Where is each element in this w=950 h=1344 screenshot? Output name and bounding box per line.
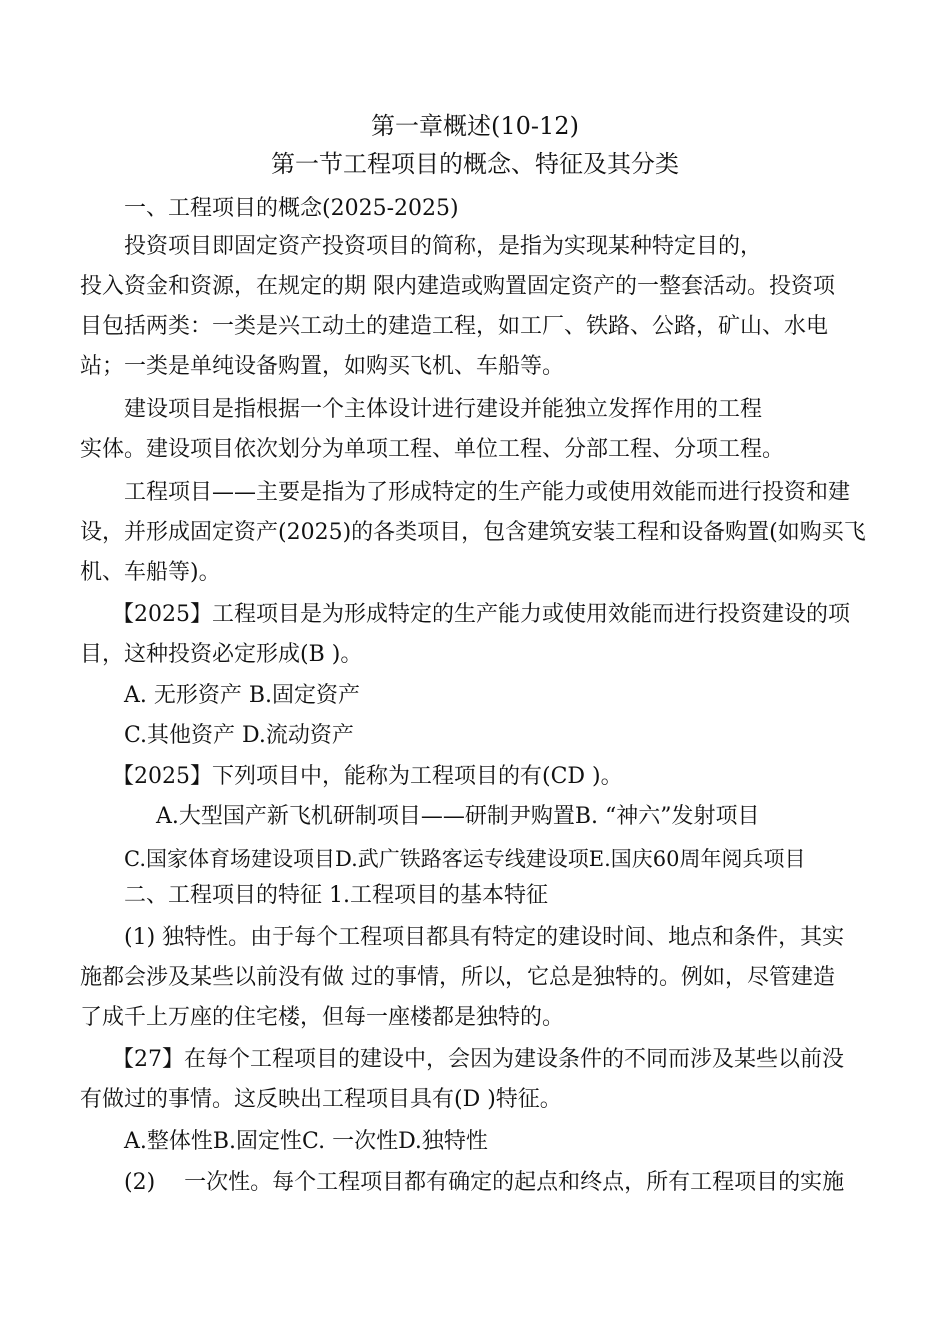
heading-features: 二、工程项目的特征 1.工程项目的基本特征 <box>124 883 548 908</box>
paragraph-line: (1) 独特性。由于每个工程项目都具有特定的建设时间、地点和条件，其实 <box>124 925 845 950</box>
question-line: 【2025】下列项目中，能称为工程项目的有(CD )。 <box>112 764 623 789</box>
paragraph-line: 了成千上万座的住宅楼，但每一座楼都是独特的。 <box>80 1005 565 1030</box>
paragraph-line: 目包括两类：一类是兴工动土的建造工程，如工厂、铁路、公路，矿山、水电 <box>80 314 829 339</box>
option-line: A. 无形资产 B.固定资产 <box>124 683 361 708</box>
paragraph-line: 投入资金和资源，在规定的期 限内建造或购置固定资产的一整套活动。投资项 <box>80 274 835 299</box>
question-line: 【2025】工程项目是为形成特定的生产能力或使用效能而进行投资建设的项 <box>112 602 850 627</box>
paragraph-line: 设，并形成固定资产(2025)的各类项目，包含建筑安装工程和设备购置(如购买飞 <box>80 520 866 545</box>
paragraph-line: 施都会涉及某些以前没有做 过的事情，所以，它总是独特的。例如，尽管建造 <box>80 965 835 990</box>
paragraph-line: 实体。建设项目依次划分为单项工程、单位工程、分部工程、分项工程。 <box>80 437 785 462</box>
paragraph-line: 工程项目——主要是指为了形成特定的生产能力或使用效能而进行投资和建 <box>124 480 851 505</box>
option-line: C.其他资产 D.流动资产 <box>124 723 354 748</box>
heading-concept: 一、工程项目的概念(2025-2025) <box>124 196 459 221</box>
paragraph-line: 投资项目即固定资产投资项目的简称，是指为实现某种特定目的， <box>124 234 763 259</box>
question-line: 有做过的事情。这反映出工程项目具有(D )特征。 <box>80 1087 562 1112</box>
paragraph-line: 建设项目是指根据一个主体设计进行建设并能独立发挥作用的工程 <box>124 397 763 422</box>
option-line: A.整体性B.固定性C. 一次性D.独特性 <box>124 1129 488 1154</box>
chapter-title: 第一章概述(10-12) <box>371 112 579 140</box>
section-title: 第一节工程项目的概念、特征及其分类 <box>271 150 679 178</box>
option-line: A.大型国产新飞机研制项目——研制尹购置B. “神六”发射项目 <box>156 804 760 829</box>
paragraph-line: 站；一类是单纯设备购置，如购买飞机、车船等。 <box>80 354 565 379</box>
paragraph-line: (2) 一次性。每个工程项目都有确定的起点和终点，所有工程项目的实施 <box>124 1170 845 1195</box>
question-line: 【27】在每个工程项目的建设中，会因为建设条件的不同而涉及某些以前没 <box>112 1047 844 1072</box>
option-line: C.国家体育场建设项目D.武广铁路客运专线建设项E.国庆60周年阅兵项目 <box>124 847 806 871</box>
paragraph-line: 机、车船等)。 <box>80 560 221 585</box>
question-line: 目，这种投资必定形成(B )。 <box>80 642 363 667</box>
